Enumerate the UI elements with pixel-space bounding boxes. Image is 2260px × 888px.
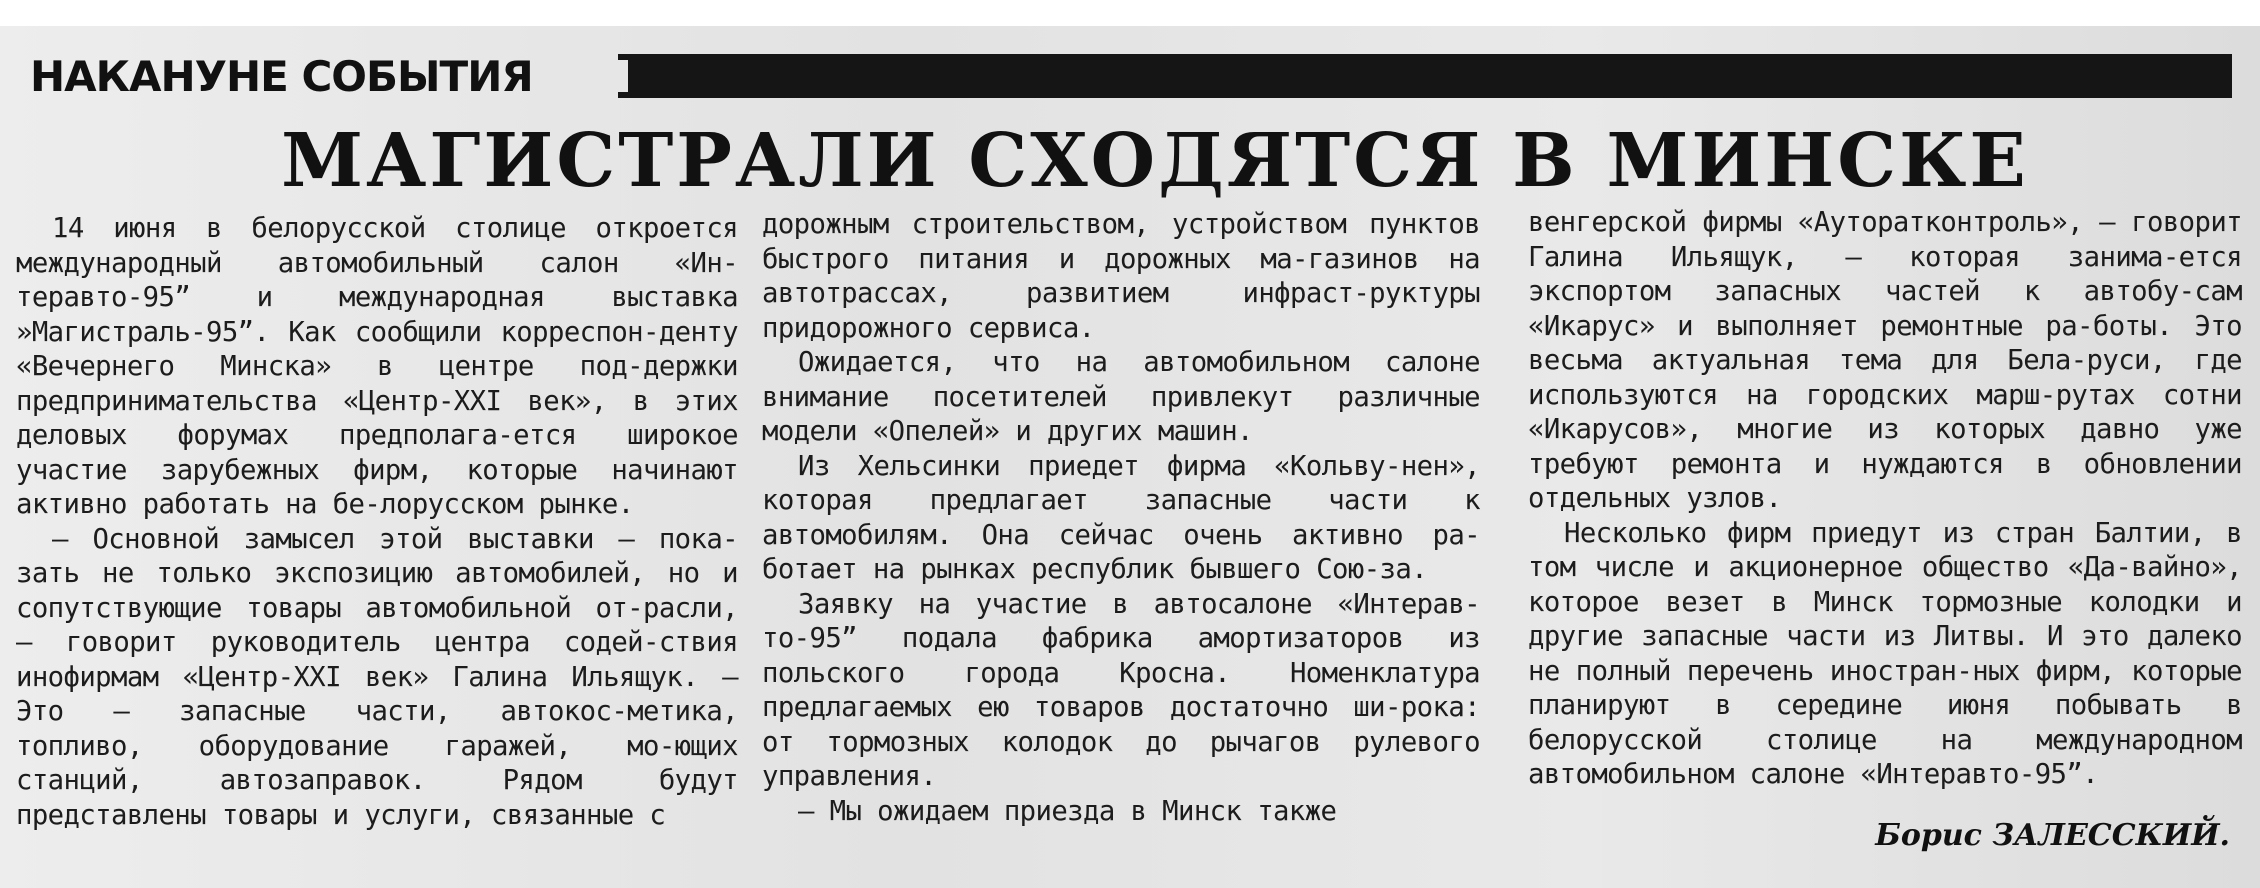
paragraph: — Мы ожидаем приезда в Минск также [798,795,1337,827]
paragraph: Из Хельсинки приедет фирма «Кольву-нен», которая предлагает запасные части к автомобилям. Она сейчас очень активно ра-ботает на рынках республик бывшего Сою-за. [762,450,1480,585]
rubric-bar-gap [618,60,628,92]
paragraph: Несколько фирм приедут из стран Балтии, в том числе и акционерное общество «Да-вайно», которое везет в Минск тормозные колодки и другие запасные части из Литвы. И это далеко не полный перечень иностран-ных фирм, которые планируют в середине июня побывать в белорусской столице на международном автомобильном салоне «Интеравто-95”. [1528,517,2242,790]
article-headline: МАГИСТРАЛИ СХОДЯТСЯ В МИНСКЕ [281,118,2029,204]
article-column-1 [16,212,738,833]
paragraph: дорожным строительством, устройством пунктов быстрого питания и дорожных ма-газинов на автотрассах, развитием инфраст-руктуры придорожного сервиса. [762,209,1480,344]
article-column-3 [1528,206,2242,793]
article-column-2 [762,208,1480,829]
paragraph: 14 июня в белорусской столице откроется международный автомобильный салон «Ин-теравто-95” и международная выставка »Магистраль-95”. Как сообщили корреспон-денту «Вечернего Минска» в центре под-держки предпринимательства «Центр-XXI век», в этих деловых форумах предполага-ется широкое участие зарубежных фирм, которые начинают активно работать на бе-лорусском рынке. [16,213,738,520]
page-top-edge [0,0,2260,26]
paragraph: Заявку на участие в автосалоне «Интерав-то-95” подала фабрика амортизаторов из польского города Кросна. Номенклатура предлагаемых ею товаров достаточно ши-рока: от тормозных колодок до рычагов рулевого управления. [762,588,1480,792]
rubric-label: НАКАНУНЕ СОБЫТИЯ [30,52,533,101]
author-byline: Борис ЗАЛЕССКИЙ. [1875,818,2230,853]
paragraph: — Основной замысел этой выставки — пока-зать не только экспозицию автомобилей, но и сопутствующие товары автомобильной от-расли, — говорит руководитель центра содей-ствия инофирмам «Центр-XXI век» Галина Ильящук. — Это — запасные части, автокос-метика, топливо, оборудование гаражей, мо-ющих станций, автозаправок. Рядом будут представлены товары и услуги, связанные с [16,523,738,831]
rubric-bar [618,54,2232,98]
paragraph: Ожидается, что на автомобильном салоне внимание посетителей привлекут различные модели «Опелей» и других машин. [762,347,1480,447]
paragraph: венгерской фирмы «Ауторатконтроль», — говорит Галина Ильящук, — которая занима-ется экспортом запасных частей к автобу-сам «Икарус» и выполняет ремонтные ра-боты. Это весьма актуальная тема для Бела-руси, где используются на городских марш-рутах сотни «Икарусов», многие из которых давно уже требуют ремонта и нуждаются в обновлении отдельных узлов. [1528,207,2242,514]
